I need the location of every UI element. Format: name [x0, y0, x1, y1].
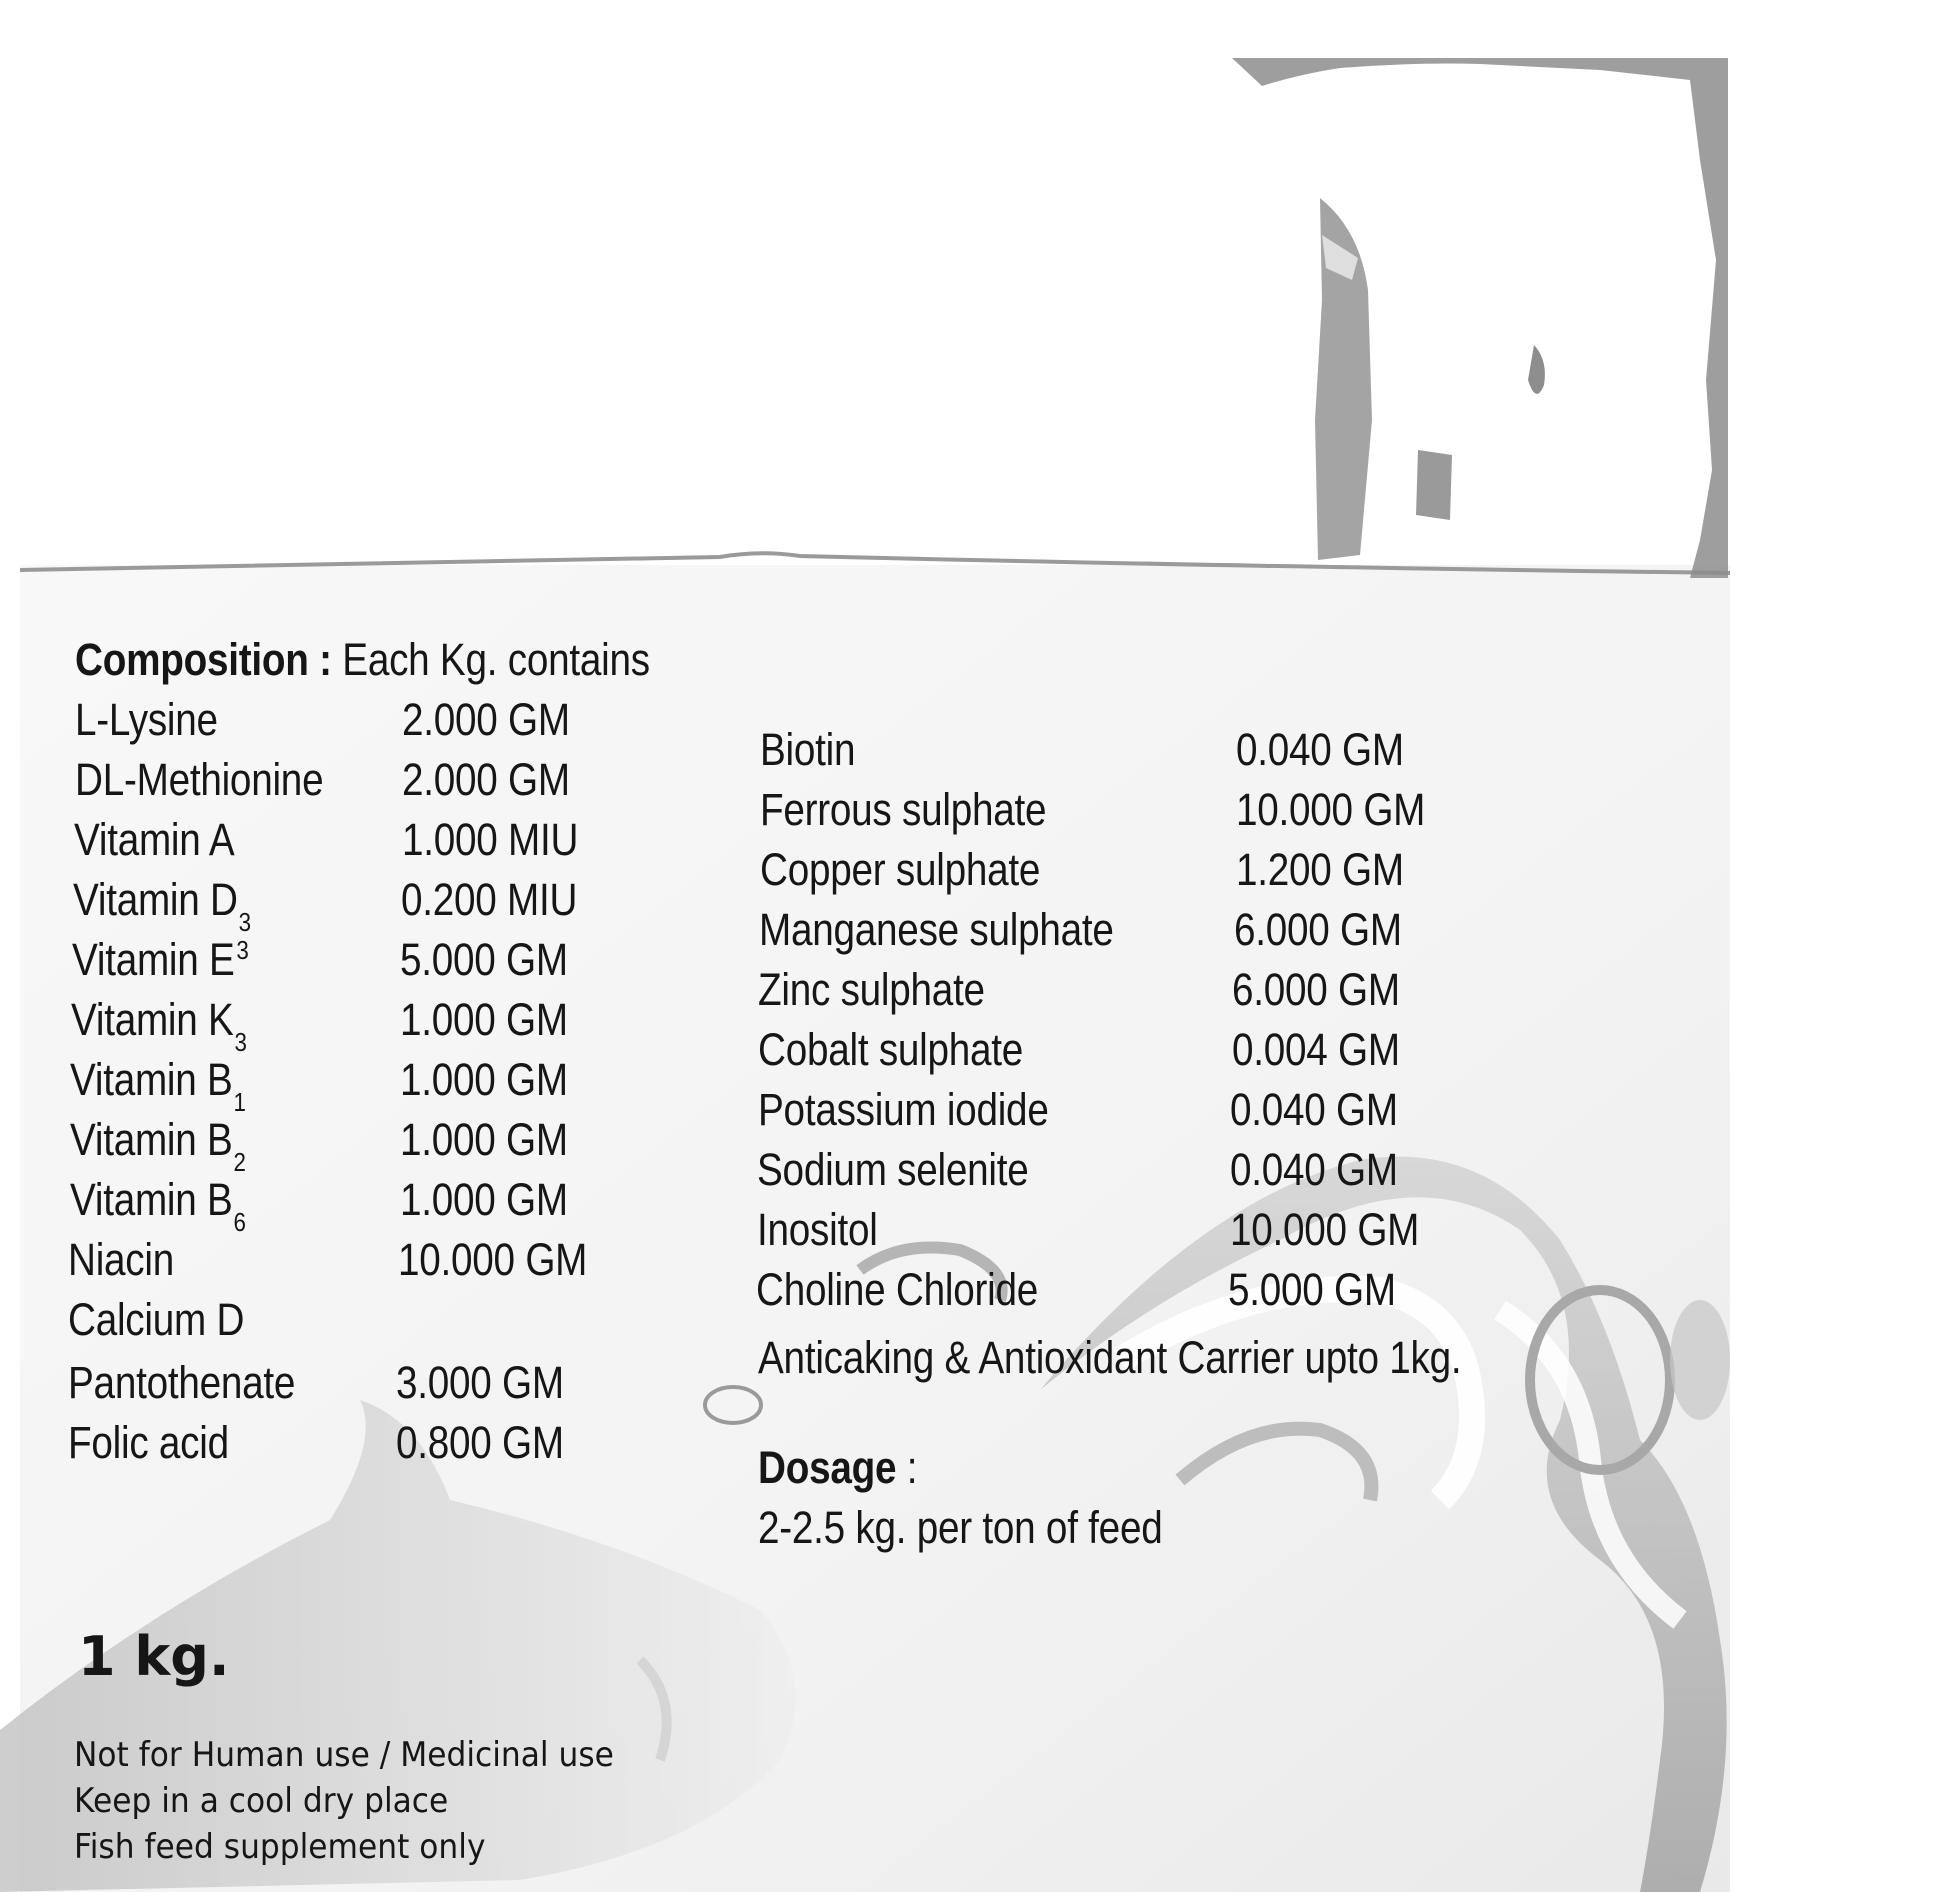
ingredient-name: Potassium iodide	[758, 1084, 1049, 1135]
ingredient-name-text: DL-Methionine	[75, 754, 324, 805]
ingredient-name	[73, 874, 251, 937]
note-line: Not for Human use / Medicinal use	[74, 1735, 614, 1775]
ingredient-name	[75, 754, 324, 805]
ingredient-value: 6.000 GM	[1234, 904, 1402, 955]
dosage-label: Dosage	[758, 1442, 897, 1493]
ingredient-value: 0.040 GM	[1236, 724, 1404, 775]
ingredient-value: 10.000 GM	[1230, 1204, 1420, 1255]
ingredient-name	[72, 934, 249, 985]
composition-heading	[75, 634, 650, 685]
ingredient-name	[68, 1294, 245, 1345]
ingredient-name	[68, 1234, 174, 1285]
ingredient-value: 1.000 MIU	[402, 814, 579, 865]
ingredient-name: Zinc sulphate	[758, 964, 985, 1015]
ingredient-value: 1.000 GM	[400, 1054, 568, 1105]
ingredient-name: Sodium selenite	[757, 1144, 1029, 1195]
ingredient-value: 2.000 GM	[402, 754, 570, 805]
ingredient-name	[75, 694, 218, 745]
note-line: Keep in a cool dry place	[74, 1781, 449, 1821]
ingredient-name-text: Vitamin B	[70, 1174, 233, 1225]
composition-subtitle: Each Kg. contains	[342, 634, 650, 685]
ingredient-name-text: Vitamin K	[71, 994, 234, 1045]
ingredient-name: Inositol	[757, 1204, 878, 1255]
dosage-text: 2-2.5 kg. per ton of feed	[758, 1502, 1163, 1553]
ingredient-name: Biotin	[760, 724, 856, 775]
ingredient-name	[68, 1357, 296, 1408]
ingredient-value: 1.200 GM	[1236, 844, 1404, 895]
ingredient-name	[74, 814, 235, 865]
ingredient-name-text: Vitamin E	[72, 934, 235, 985]
ingredient-name: Choline Chloride	[756, 1264, 1038, 1315]
ingredient-name	[70, 1114, 246, 1177]
ingredient-name-text: Vitamin D	[73, 874, 238, 925]
ingredient-value: 2.000 GM	[402, 694, 570, 745]
ingredient-name	[70, 1174, 246, 1237]
ingredient-subscript: 2	[233, 1147, 246, 1177]
ingredient-value: 0.040 GM	[1230, 1084, 1398, 1135]
note-line: Fish feed supplement only	[74, 1827, 486, 1867]
ingredient-name-text: Vitamin B	[70, 1114, 233, 1165]
ingredient-name-text: Vitamin B	[70, 1054, 233, 1105]
ingredient-value: 1.000 GM	[400, 1174, 568, 1225]
ingredient-name: Manganese sulphate	[759, 904, 1114, 955]
ingredient-name-text: Niacin	[68, 1234, 174, 1285]
ingredient-value: 3.000 GM	[396, 1357, 564, 1408]
ingredient-value: 0.800 GM	[396, 1417, 564, 1468]
ingredient-value: 10.000 GM	[398, 1234, 588, 1285]
ingredient-subscript: 3	[234, 1027, 247, 1057]
ingredient-value: 1.000 GM	[400, 1114, 568, 1165]
ingredient-name	[71, 994, 247, 1057]
ingredient-value: 10.000 GM	[1236, 784, 1426, 835]
dosage-colon: :	[906, 1442, 918, 1493]
ingredient-name	[68, 1417, 229, 1468]
ingredient-name-text: Vitamin A	[74, 814, 235, 865]
ingredient-name: Copper sulphate	[760, 844, 1041, 895]
ingredient-subscript: 1	[233, 1087, 246, 1117]
ingredient-value: 1.000 GM	[400, 994, 568, 1045]
ingredient-name: Cobalt sulphate	[758, 1024, 1024, 1075]
logo-artwork	[1232, 58, 1728, 578]
ingredient-name-text: Calcium D	[68, 1294, 245, 1345]
ingredient-subscript: 3	[238, 907, 251, 937]
ingredient-value: 5.000 GM	[400, 934, 568, 985]
ingredient-value: 0.200 MIU	[401, 874, 578, 925]
ingredient-value: 6.000 GM	[1232, 964, 1400, 1015]
ingredient-subscript: 6	[233, 1207, 246, 1237]
ingredient-name-text: L-Lysine	[75, 694, 218, 745]
composition-label: Composition :	[75, 634, 332, 685]
carrier-text: Anticaking & Antioxidant Carrier upto 1kg.	[758, 1332, 1462, 1383]
ingredient-value: 0.004 GM	[1232, 1024, 1400, 1075]
ingredient-value: 0.040 GM	[1230, 1144, 1398, 1195]
net-weight: 1 kg.	[78, 1625, 230, 1688]
dosage-heading	[758, 1442, 918, 1493]
ingredient-name: Ferrous sulphate	[760, 784, 1047, 835]
ingredient-value: 5.000 GM	[1228, 1264, 1396, 1315]
ingredient-name	[70, 1054, 246, 1117]
ingredient-superscript: 3	[236, 935, 249, 965]
ingredient-name-text: Folic acid	[68, 1417, 229, 1468]
ingredient-name-text: Pantothenate	[68, 1357, 296, 1408]
